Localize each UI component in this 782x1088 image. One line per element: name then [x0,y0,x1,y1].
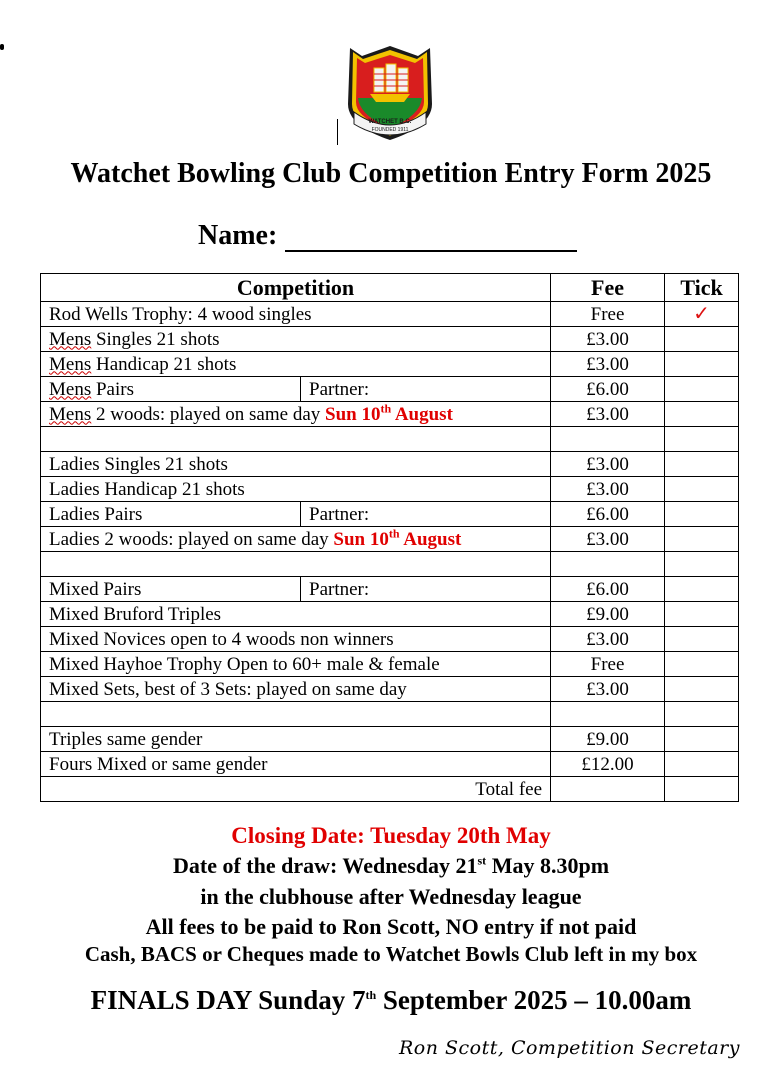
tick-cell[interactable] [665,752,739,777]
competition-date [325,401,453,425]
tick-cell[interactable] [665,402,739,427]
competition-name [41,352,551,377]
tick-cell[interactable] [665,452,739,477]
table-row [41,302,739,327]
tick-cell[interactable] [665,502,739,527]
header-fee: Fee [551,274,665,302]
partner-field[interactable]: Partner: [301,377,551,402]
table-row-empty [41,427,739,452]
fees-notice: All fees to be paid to Ron Scott, NO entry if not paid [145,914,637,939]
competition-name: Mixed Sets, best of 3 Sets: played on same day [41,677,551,702]
table-row [41,452,739,477]
competition-name-rest: Singles 21 shots [91,328,220,350]
competition-name: Ladies Pairs [41,502,301,527]
date-post: August [399,528,462,550]
empty-cell [665,702,739,727]
competition-name-word: Mens [49,353,92,375]
competition-name: Ladies Handicap 21 shots [41,477,551,502]
fee-cell: £6.00 [551,577,665,602]
competition-name-rest: 2 woods: played on same day [91,403,325,425]
empty-cell [41,702,551,727]
fee-cell: £3.00 [551,452,665,477]
competition-name: Triples same gender [41,727,551,752]
crest-text-bottom: FOUNDED 1911 [371,127,409,133]
fee-cell: £3.00 [551,402,665,427]
table-row-empty [41,702,739,727]
competition-name [41,527,551,552]
competition-name-rest: Handicap 21 shots [91,353,237,375]
draw-date [0,853,782,879]
tick-cell[interactable] [665,577,739,602]
table-row [41,352,739,377]
partner-field[interactable]: Partner: [301,502,551,527]
finals-day [0,985,782,1016]
fee-cell: £3.00 [551,627,665,652]
competition-name: Fours Mixed or same gender [41,752,551,777]
club-crest-logo [340,42,440,142]
fee-cell: £9.00 [551,602,665,627]
table-row [41,377,739,402]
date-sup: th [388,526,400,541]
competition-name: Mixed Bruford Triples [41,602,551,627]
draw-pre: Date of the draw: Wednesday 21 [172,853,478,878]
date-pre: Sun 10 [333,528,389,550]
fee-cell: £3.00 [551,527,665,552]
tick-cell[interactable] [665,477,739,502]
table-row [41,752,739,777]
date-post: August [391,403,453,425]
fee-cell: £3.00 [551,352,665,377]
tick-cell[interactable] [665,527,739,552]
table-row [41,527,739,552]
empty-cell [551,427,665,452]
tick-cell[interactable] [665,602,739,627]
table-row [41,627,739,652]
finals-post: September 2025 – 10.00am [376,985,692,1015]
closing-date: Closing Date: Tuesday 20th May [231,823,551,848]
payment-methods: Cash, BACS or Cheques made to Watchet Bowls Club left in my box [84,942,698,966]
secretary-signature: Ron Scott, Competition Secretary [398,1037,740,1059]
total-fee-label: Total fee [41,777,551,802]
tick-cell[interactable] [665,352,739,377]
table-row [41,502,739,527]
total-tick-cell[interactable] [665,777,739,802]
finals-sup: th [365,988,377,1002]
fee-cell: £3.00 [551,477,665,502]
fee-cell: £6.00 [551,502,665,527]
empty-cell [665,552,739,577]
fee-cell: £3.00 [551,677,665,702]
competition-name: Mixed Pairs [41,577,301,602]
table-row [41,327,739,352]
tick-checkmark-icon[interactable]: ✓ [665,302,739,327]
page-title: Watchet Bowling Club Competition Entry Form 2025 [70,158,712,189]
competition-name: Mixed Hayhoe Trophy Open to 60+ male & female [41,652,551,677]
table-row [41,577,739,602]
total-row [41,777,739,802]
table-header-row [41,274,739,302]
draw-post: May 8.30pm [486,853,610,878]
empty-cell [41,552,551,577]
tick-cell[interactable] [665,627,739,652]
competition-name-word: Mens [49,378,92,400]
competition-name-text: Ladies 2 woods: played on same day [49,528,334,550]
finals-pre: FINALS DAY Sunday 7 [90,985,366,1015]
header-competition: Competition [41,274,551,302]
name-field-row [198,220,577,252]
fee-cell: £6.00 [551,377,665,402]
tick-cell[interactable] [665,677,739,702]
fee-cell: Free [551,652,665,677]
tick-cell[interactable] [665,652,739,677]
empty-cell [665,427,739,452]
table-row-empty [41,552,739,577]
total-fee-input[interactable] [551,777,665,802]
competition-name-word: Mens [49,328,92,350]
fee-cell: £9.00 [551,727,665,752]
fee-cell: £3.00 [551,327,665,352]
text-cursor [337,119,338,145]
fee-cell: Free [551,302,665,327]
fee-cell: £12.00 [551,752,665,777]
table-row [41,677,739,702]
crest-text-top: WATCHET B.C. [368,119,412,125]
draw-sup: st [477,853,487,868]
competition-name: Rod Wells Trophy: 4 wood singles [41,302,551,327]
competition-name [41,402,551,427]
bullet-marker [0,44,4,50]
partner-field[interactable]: Partner: [301,577,551,602]
competition-name-word: Mens [49,403,92,425]
competition-date [333,526,462,550]
table-row [41,402,739,427]
draw-location: in the clubhouse after Wednesday league [200,884,582,909]
table-row [41,727,739,752]
competition-name: Ladies Singles 21 shots [41,452,551,477]
competition-name: Mixed Novices open to 4 woods non winners [41,627,551,652]
competition-table [40,273,739,802]
competition-name [41,327,551,352]
name-input-line[interactable] [285,224,577,252]
empty-cell [551,702,665,727]
date-sup: th [380,401,392,416]
date-pre: Sun 10 [325,403,381,425]
table-row [41,652,739,677]
table-row [41,602,739,627]
table-row [41,477,739,502]
name-label: Name: [198,220,278,251]
tick-cell[interactable] [665,327,739,352]
competition-name [41,377,301,402]
empty-cell [551,552,665,577]
competition-name-rest: Pairs [91,378,134,400]
tick-cell[interactable] [665,727,739,752]
empty-cell [41,427,551,452]
tick-cell[interactable] [665,377,739,402]
header-tick: Tick [665,274,739,302]
